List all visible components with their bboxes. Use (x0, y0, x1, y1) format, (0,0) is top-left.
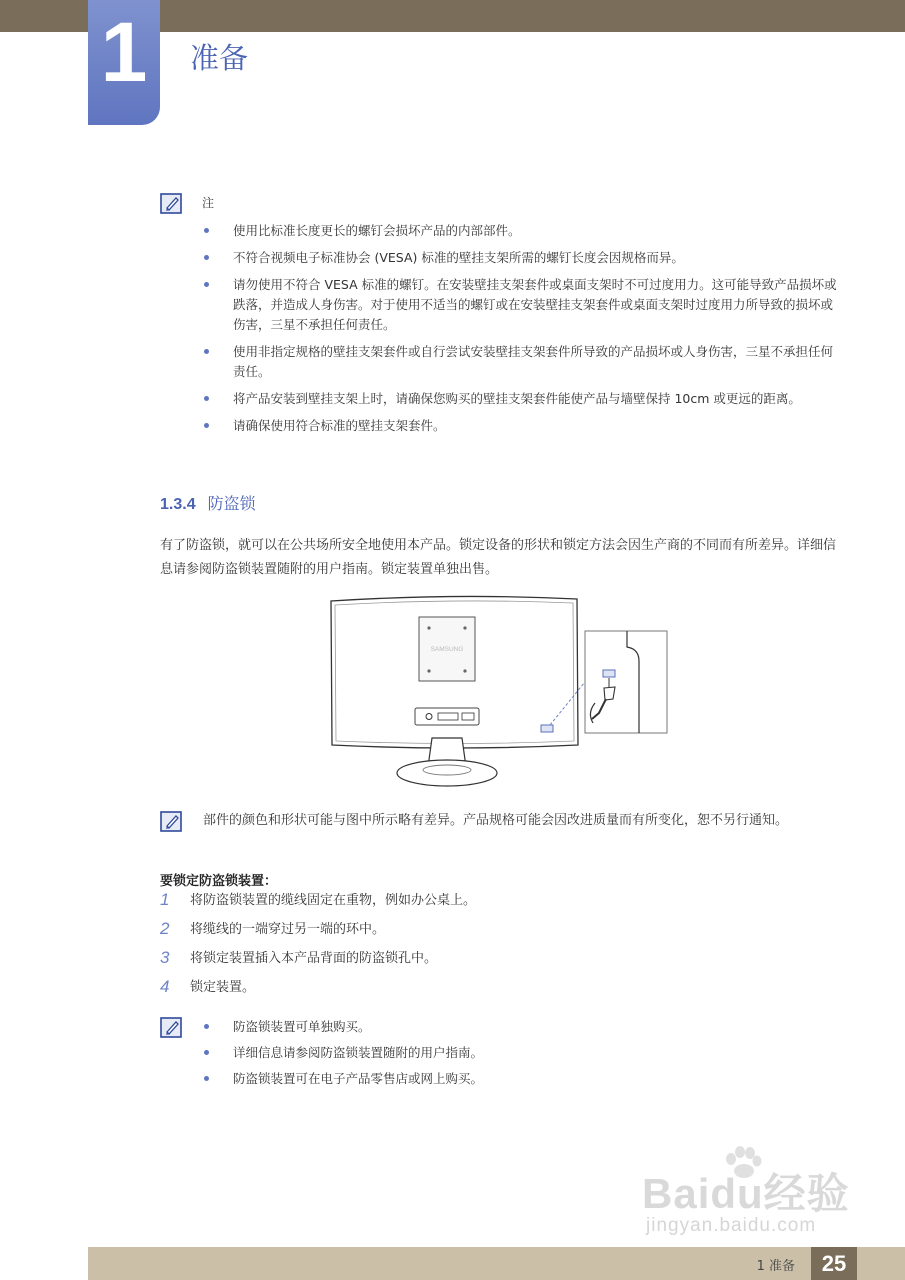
note-label: 注 (202, 196, 215, 210)
note-list (204, 221, 844, 443)
step-item: 4 锁定装置。 (160, 975, 476, 1004)
section-intro: 有了防盗锁，就可以在公共场所安全地使用本产品。锁定设备的形状和锁定方法会因生产商的不同而有所差异。详细信息请参阅防盗锁装置随附的用户指南。锁定装置单独出售。 (160, 538, 837, 577)
brand-label: SAMSUNG (430, 646, 464, 653)
figure-note: 部件的颜色和形状可能与图中所示略有差异。产品规格可能会因改进质量而有所变化，恕不另行通知。 (203, 813, 789, 828)
bullet-icon (204, 282, 209, 287)
bullet-icon (204, 396, 209, 401)
bullet-icon (204, 423, 209, 428)
step-item: 3 将锁定装置插入本产品背面的防盗锁孔中。 (160, 946, 476, 975)
step-item: 1 将防盗锁装置的缆线固定在重物，例如办公桌上。 (160, 888, 476, 917)
chapter-title: 准备 (190, 41, 249, 75)
steps-title: 要锁定防盗锁装置： (160, 874, 278, 889)
section-number: 1.3.4 (160, 496, 196, 513)
steps-list (160, 888, 476, 1004)
step-number: 1 (160, 890, 170, 909)
page-number: 25 (811, 1247, 857, 1280)
list-item: 防盗锁装置可在电子产品零售店或网上购买。 (204, 1069, 483, 1089)
list-item: 不符合视频电子标准协会 (VESA) 标准的壁挂支架所需的螺钉长度会因规格而异。 (204, 248, 844, 268)
bullet-icon (204, 255, 209, 260)
chapter-number: 1 (100, 5, 148, 99)
monitor-lock-illustration (325, 595, 670, 795)
step-number: 3 (160, 948, 170, 967)
list-item: 使用非指定规格的壁挂支架套件或自行尝试安装壁挂支架套件所导致的产品损坏或人身伤害，三星不承担任何责任。 (204, 342, 844, 382)
bullet-icon (204, 1024, 209, 1029)
list-item: 请确保使用符合标准的壁挂支架套件。 (204, 416, 844, 436)
list-item: 请勿使用不符合 VESA 标准的螺钉。在安装壁挂支架套件或桌面支架时不可过度用力。这可能导致产品损坏或跌落，并造成人身伤害。对于使用不适当的螺钉或在安装壁挂支架套件或桌面支架时过度用力所导致的损坏或伤害，三星不承担任何责任。 (204, 275, 844, 335)
bullet-icon (204, 1076, 209, 1081)
note-icon (160, 1017, 184, 1039)
step-number: 2 (160, 919, 170, 938)
watermark-logo-text: Baidu经验 (642, 1170, 850, 1217)
watermark (640, 1145, 855, 1245)
note-list (204, 1017, 483, 1095)
watermark-url: jingyan.baidu.com (646, 1215, 817, 1236)
note-icon (160, 193, 184, 215)
step-number: 4 (160, 977, 170, 996)
list-item: 详细信息请参阅防盗锁装置随附的用户指南。 (204, 1043, 483, 1063)
list-item: 使用比标准长度更长的螺钉会损坏产品的内部部件。 (204, 221, 844, 241)
step-item: 2 将缆线的一端穿过另一端的环中。 (160, 917, 476, 946)
chapter-tab (88, 0, 160, 125)
bullet-icon (204, 349, 209, 354)
section-heading (160, 491, 256, 514)
section-title: 防盗锁 (207, 494, 256, 513)
bullet-icon (204, 228, 209, 233)
note-icon (160, 811, 184, 833)
footer-band (88, 1247, 905, 1280)
list-item: 防盗锁装置可单独购买。 (204, 1017, 483, 1037)
footer-chapter-label: 1 准备 (756, 1259, 795, 1274)
list-item: 将产品安装到壁挂支架上时，请确保您购买的壁挂支架套件能使产品与墙壁保持 10cm 或更远的距离。 (204, 389, 844, 409)
bullet-icon (204, 1050, 209, 1055)
